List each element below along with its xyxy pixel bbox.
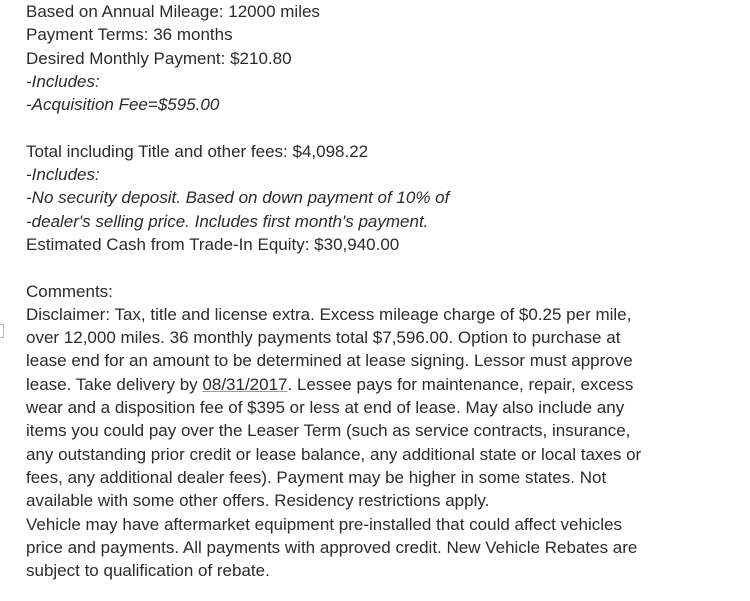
disclaimer-line: lease end for an amount to be determined at lease signing. Lessor must approve — [26, 351, 633, 371]
disclaimer-line: wear and a disposition fee of $395 or less at end of lease. May also include any — [26, 398, 625, 418]
disclaimer-text: lease. Take delivery by — [26, 374, 203, 394]
payment-terms-text: Payment Terms: 36 months — [26, 25, 233, 45]
disclaimer-line: over 12,000 miles. 36 monthly payments total $7,596.00. Option to purchase at — [26, 328, 621, 348]
includes-label: -Includes: — [26, 71, 100, 91]
disclaimer-line: price and payments. All payments with approved credit. New Vehicle Rebates are — [26, 537, 638, 557]
disclaimer-text: . Lessee pays for maintenance, repair, excess — [287, 374, 634, 394]
disclaimer-line: items you could pay over the Leaser Term (such as service contracts, insurance, — [26, 421, 631, 441]
trade-in-equity-text: Estimated Cash from Trade-In Equity: $30,940.00 — [26, 234, 400, 254]
desired-monthly-payment-text: Desired Monthly Payment: $210.80 — [26, 48, 292, 68]
disclaimer-line: Disclaimer: Tax, title and license extra. Excess mileage charge of $0.25 per mile, — [26, 304, 632, 324]
lease-details-document — [26, 0, 706, 582]
includes-label-2: -Includes: — [26, 165, 100, 185]
total-including-title-text: Total including Title and other fees: $4,098.22 — [26, 141, 369, 161]
comments-heading: Comments: — [26, 281, 113, 301]
acquisition-fee-text: -Acquisition Fee=$595.00 — [26, 95, 220, 115]
delivery-date: 08/31/2017 — [202, 374, 288, 394]
disclaimer-line: available with some other offers. Residency restrictions apply. — [26, 491, 490, 511]
disclaimer-line: fees, any additional dealer fees). Payment may be higher in some states. Not — [26, 467, 607, 487]
disclaimer-line — [26, 373, 706, 396]
disclaimer-line: Vehicle may have aftermarket equipment pre-installed that could affect vehicles — [26, 514, 622, 534]
disclaimer-line: any outstanding prior credit or lease balance, any additional state or local taxes or — [26, 444, 642, 464]
spacer — [26, 116, 706, 139]
spacer — [26, 256, 706, 279]
dealer-selling-price-text: -dealer's selling price. Includes first month's payment. — [26, 211, 429, 231]
no-security-deposit-text: -No security deposit. Based on down payment of 10% of — [26, 188, 450, 208]
margin-marker — [0, 324, 4, 338]
annual-mileage-text: Based on Annual Mileage: 12000 miles — [26, 2, 320, 21]
disclaimer-line: subject to qualification of rebate. — [26, 561, 270, 581]
